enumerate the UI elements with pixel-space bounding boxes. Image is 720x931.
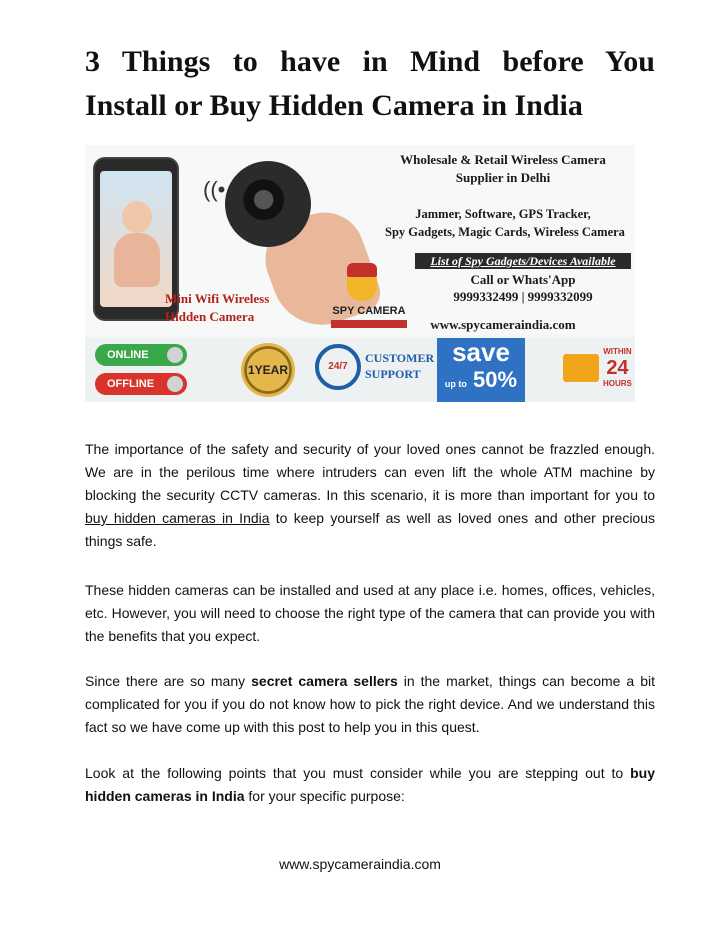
- warranty-badge-icon: 1YEAR: [241, 343, 295, 397]
- products-line-2: Spy Gadgets, Magic Cards, Wireless Camera: [385, 225, 625, 239]
- p4-text-b: for your specific purpose:: [244, 788, 405, 804]
- baby-body: [114, 233, 160, 287]
- wifi-icon: ((•: [203, 177, 226, 202]
- support-line-2: SUPPORT: [365, 367, 421, 381]
- paragraph-points: [85, 762, 655, 808]
- save-amount: [437, 366, 525, 398]
- save-upto: up to: [444, 379, 467, 389]
- banner-bottom: [85, 338, 635, 402]
- buy-hidden-cameras-link[interactable]: buy hidden cameras in India: [85, 510, 270, 526]
- promo-banner-image: [85, 145, 635, 402]
- mini-camera-caption: [165, 290, 269, 326]
- supplier-line-2: Supplier in Delhi: [455, 170, 551, 185]
- supplier-heading: [385, 151, 621, 187]
- phone-numbers: 9999332499 | 9999332099: [453, 289, 593, 304]
- call-label: Call or Whats'App: [470, 272, 576, 287]
- online-toggle-icon: ONLINE: [95, 344, 187, 366]
- logo-text: SPY CAMERA: [332, 305, 406, 317]
- save-badge: [437, 338, 525, 402]
- support-line-1: CUSTOMER: [365, 351, 435, 365]
- paragraph-sellers: [85, 670, 655, 739]
- camera-icon: [225, 161, 311, 247]
- contact-block: [415, 271, 631, 305]
- banner-top: [85, 145, 635, 335]
- customer-support-label: [365, 350, 434, 382]
- mini-camera-line-2: Hidden Camera: [165, 309, 255, 324]
- p4-text-a: Look at the following points that you must consider while you are stepping out to: [85, 765, 631, 781]
- offline-toggle-icon: OFFLINE: [95, 373, 187, 395]
- products-line-1: Jammer, Software, GPS Tracker,: [415, 207, 591, 221]
- title-line-1: 3 Things to have in Mind before You: [85, 45, 655, 78]
- phone-screen: [100, 171, 172, 307]
- footer-website: www.spycameraindia.com: [279, 856, 441, 872]
- baby-head: [122, 201, 152, 233]
- delivery-within: WITHIN: [603, 347, 632, 356]
- p1-text-a: The importance of the safety and security of your loved ones cannot be frazzled enough. We are in the perilous time where intruders can even lift the whole ATM machine by blocking the security CCTV cameras. In this scenario, it is more than important for you to: [85, 441, 655, 503]
- delivery-unit: HOURS: [603, 379, 632, 388]
- products-list: [385, 205, 625, 241]
- page-title: [85, 40, 655, 128]
- delivery-time: [603, 346, 632, 390]
- paragraph-installation: These hidden cameras can be installed and used at any place i.e. homes, offices, vehicles, etc. However, you will need to choose the right type of the camera that can provide you with the benefits that you expect.: [85, 582, 655, 644]
- list-label: List of Spy Gadgets/Devices Available: [415, 253, 631, 269]
- mini-camera-line-1: Mini Wifi Wireless: [165, 291, 270, 306]
- p3-text-b: in the market, things can become a bit complicated for you if you do not know how to pick the right device. And we understand this fact so we have come up with this post to help you in this quest.: [85, 673, 655, 735]
- p1-text-b: to keep yourself as well as loved ones and other precious things safe.: [85, 510, 656, 549]
- title-line-2: Install or Buy Hidden Camera in India: [85, 89, 583, 122]
- save-percent: 50%: [473, 367, 518, 392]
- spy-hat-icon: [347, 263, 377, 277]
- save-text: save: [452, 337, 510, 367]
- delivery-hours: 24: [606, 357, 629, 379]
- secret-camera-sellers-text: secret camera sellers: [251, 673, 398, 689]
- supplier-line-1: Wholesale & Retail Wireless Camera: [400, 152, 606, 167]
- delivery-truck-icon: [563, 354, 599, 382]
- banner-website: www.spycameraindia.com: [430, 317, 576, 332]
- p3-text-a: Since there are so many: [85, 673, 252, 689]
- buy-hidden-cameras-bold: buy hidden cameras in India: [85, 765, 655, 804]
- support-clock-icon: 24/7: [315, 344, 361, 390]
- paragraph-importance: [85, 438, 655, 553]
